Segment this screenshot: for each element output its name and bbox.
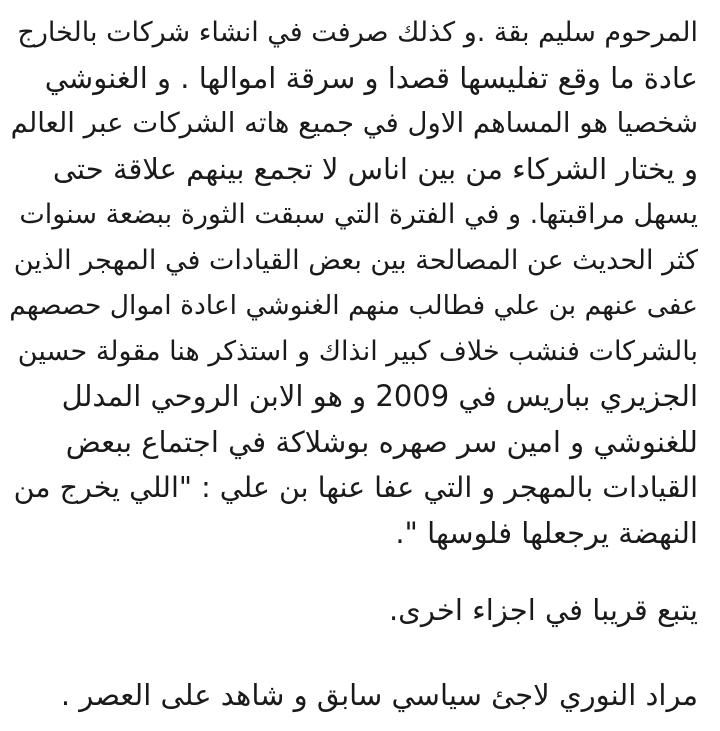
- signature-line: مراد النوري لاجئ سياسي سابق و شاهد على العصر .: [60, 678, 698, 712]
- article-line: بالشركات فنشب خلاف كبير انذاك و استذكر هنا مقولة حسين: [17, 335, 698, 367]
- article-line: القيادات بالمهجر و التي عفا عنها بن علي : "اللي يخرج من: [13, 471, 698, 504]
- article-line: شخصيا هو المساهم الاول في جميع هاته الشركات عبر العالم: [10, 107, 698, 139]
- author-signature: [8, 673, 698, 719]
- followup-line: يتبع قريبا في اجزاء اخرى.: [388, 593, 698, 627]
- article-line: عادة ما وقع تفليسها قصدا و سرقة اموالها . و الغنوشي: [44, 60, 698, 95]
- to-be-continued-note: [8, 588, 698, 634]
- article-line: يسهل مراقبتها. و في الفترة التي سبقت الثورة ببضعة سنوات: [19, 199, 698, 230]
- article-line: الجزيري بباريس في 2009 و هو الابن الروحي المدلل: [61, 379, 698, 413]
- article-line: للغنوشي و امين سر صهره بوشلاكة في اجتماع ببعض: [65, 424, 698, 459]
- article-line: النهضة يرجعلها فلوسها ".: [395, 515, 698, 550]
- article-line: المرحوم سليم بقة .و كذلك صرفت في انشاء شركات بالخارج: [17, 17, 698, 48]
- article-body-paragraph: [8, 10, 698, 556]
- article-line: عفى عنهم بن علي فطالب منهم الغنوشي اعادة اموال حصصهم: [9, 290, 698, 321]
- article-line: و يختار الشركاء من بين اناس لا تجمع بينهم علاقة حتى: [52, 151, 698, 186]
- article-line: كثر الحديث عن المصالحة بين بعض القيادات في المهجر الذين: [13, 244, 698, 276]
